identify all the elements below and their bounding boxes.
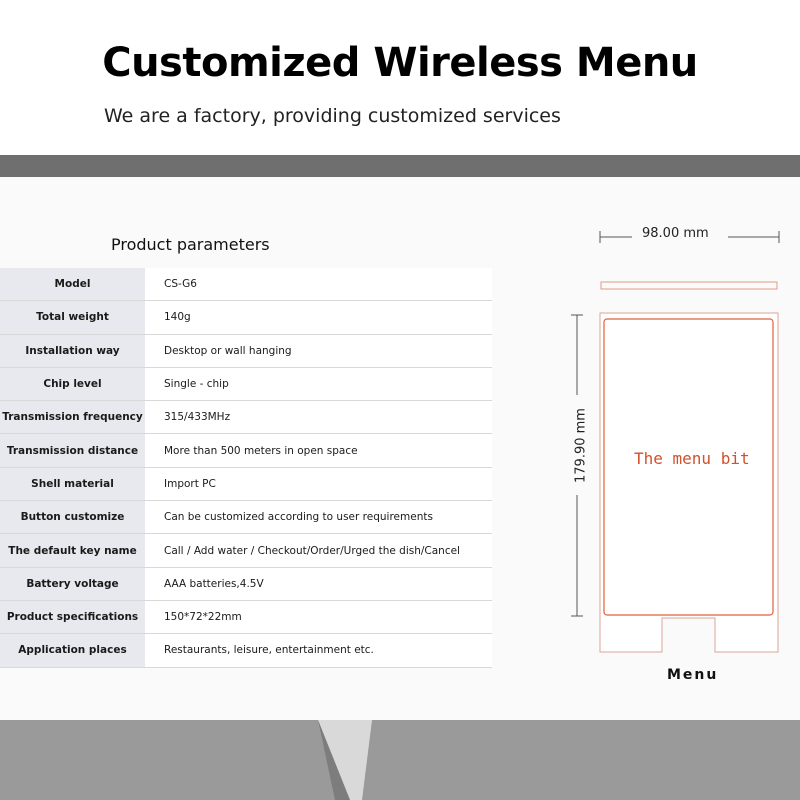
row-value: Single - chip xyxy=(145,368,492,400)
table-row xyxy=(0,434,492,467)
table-row xyxy=(0,534,492,567)
row-value: CS-G6 xyxy=(145,268,492,300)
row-label: Shell material xyxy=(0,468,145,500)
bottom-band xyxy=(0,720,800,800)
page-subtitle: We are a factory, providing customized services xyxy=(104,105,561,127)
row-label: Installation way xyxy=(0,335,145,367)
header xyxy=(0,0,800,155)
row-label: Battery voltage xyxy=(0,568,145,600)
table-row xyxy=(0,368,492,401)
params-title: Product parameters xyxy=(111,235,270,254)
menu-bit-label: The menu bit xyxy=(634,449,750,468)
row-value: Can be customized according to user requirements xyxy=(145,501,492,533)
row-value: Desktop or wall hanging xyxy=(145,335,492,367)
top-divider-band xyxy=(0,155,800,177)
row-label: Chip level xyxy=(0,368,145,400)
stand-image xyxy=(0,720,800,800)
row-label: Model xyxy=(0,268,145,300)
table-row xyxy=(0,268,492,301)
table-row xyxy=(0,501,492,534)
table-row xyxy=(0,468,492,501)
parameters-table xyxy=(0,268,492,668)
row-value: 140g xyxy=(145,301,492,333)
row-value: Call / Add water / Checkout/Order/Urged the dish/Cancel xyxy=(145,534,492,566)
height-label: 179.90 mm xyxy=(573,408,589,483)
row-label: Application places xyxy=(0,634,145,666)
row-value: More than 500 meters in open space xyxy=(145,434,492,466)
row-label: The default key name xyxy=(0,534,145,566)
device-body-outline xyxy=(600,313,778,652)
width-label: 98.00 mm xyxy=(642,226,709,241)
row-value: 150*72*22mm xyxy=(145,601,492,633)
row-label: Button customize xyxy=(0,501,145,533)
row-value: Import PC xyxy=(145,468,492,500)
row-label: Transmission distance xyxy=(0,434,145,466)
row-label: Total weight xyxy=(0,301,145,333)
row-value: AAA batteries,4.5V xyxy=(145,568,492,600)
row-label: Product specifications xyxy=(0,601,145,633)
device-top-profile xyxy=(601,282,777,289)
table-row xyxy=(0,401,492,434)
row-value: 315/433MHz xyxy=(145,401,492,433)
table-row xyxy=(0,568,492,601)
table-row xyxy=(0,601,492,634)
row-label: Transmission frequency xyxy=(0,401,145,433)
table-row xyxy=(0,634,492,667)
table-row xyxy=(0,301,492,334)
row-value: Restaurants, leisure, entertainment etc. xyxy=(145,634,492,666)
page-title: Customized Wireless Menu xyxy=(102,40,698,86)
table-row xyxy=(0,335,492,368)
menu-caption: Menu xyxy=(667,667,719,683)
